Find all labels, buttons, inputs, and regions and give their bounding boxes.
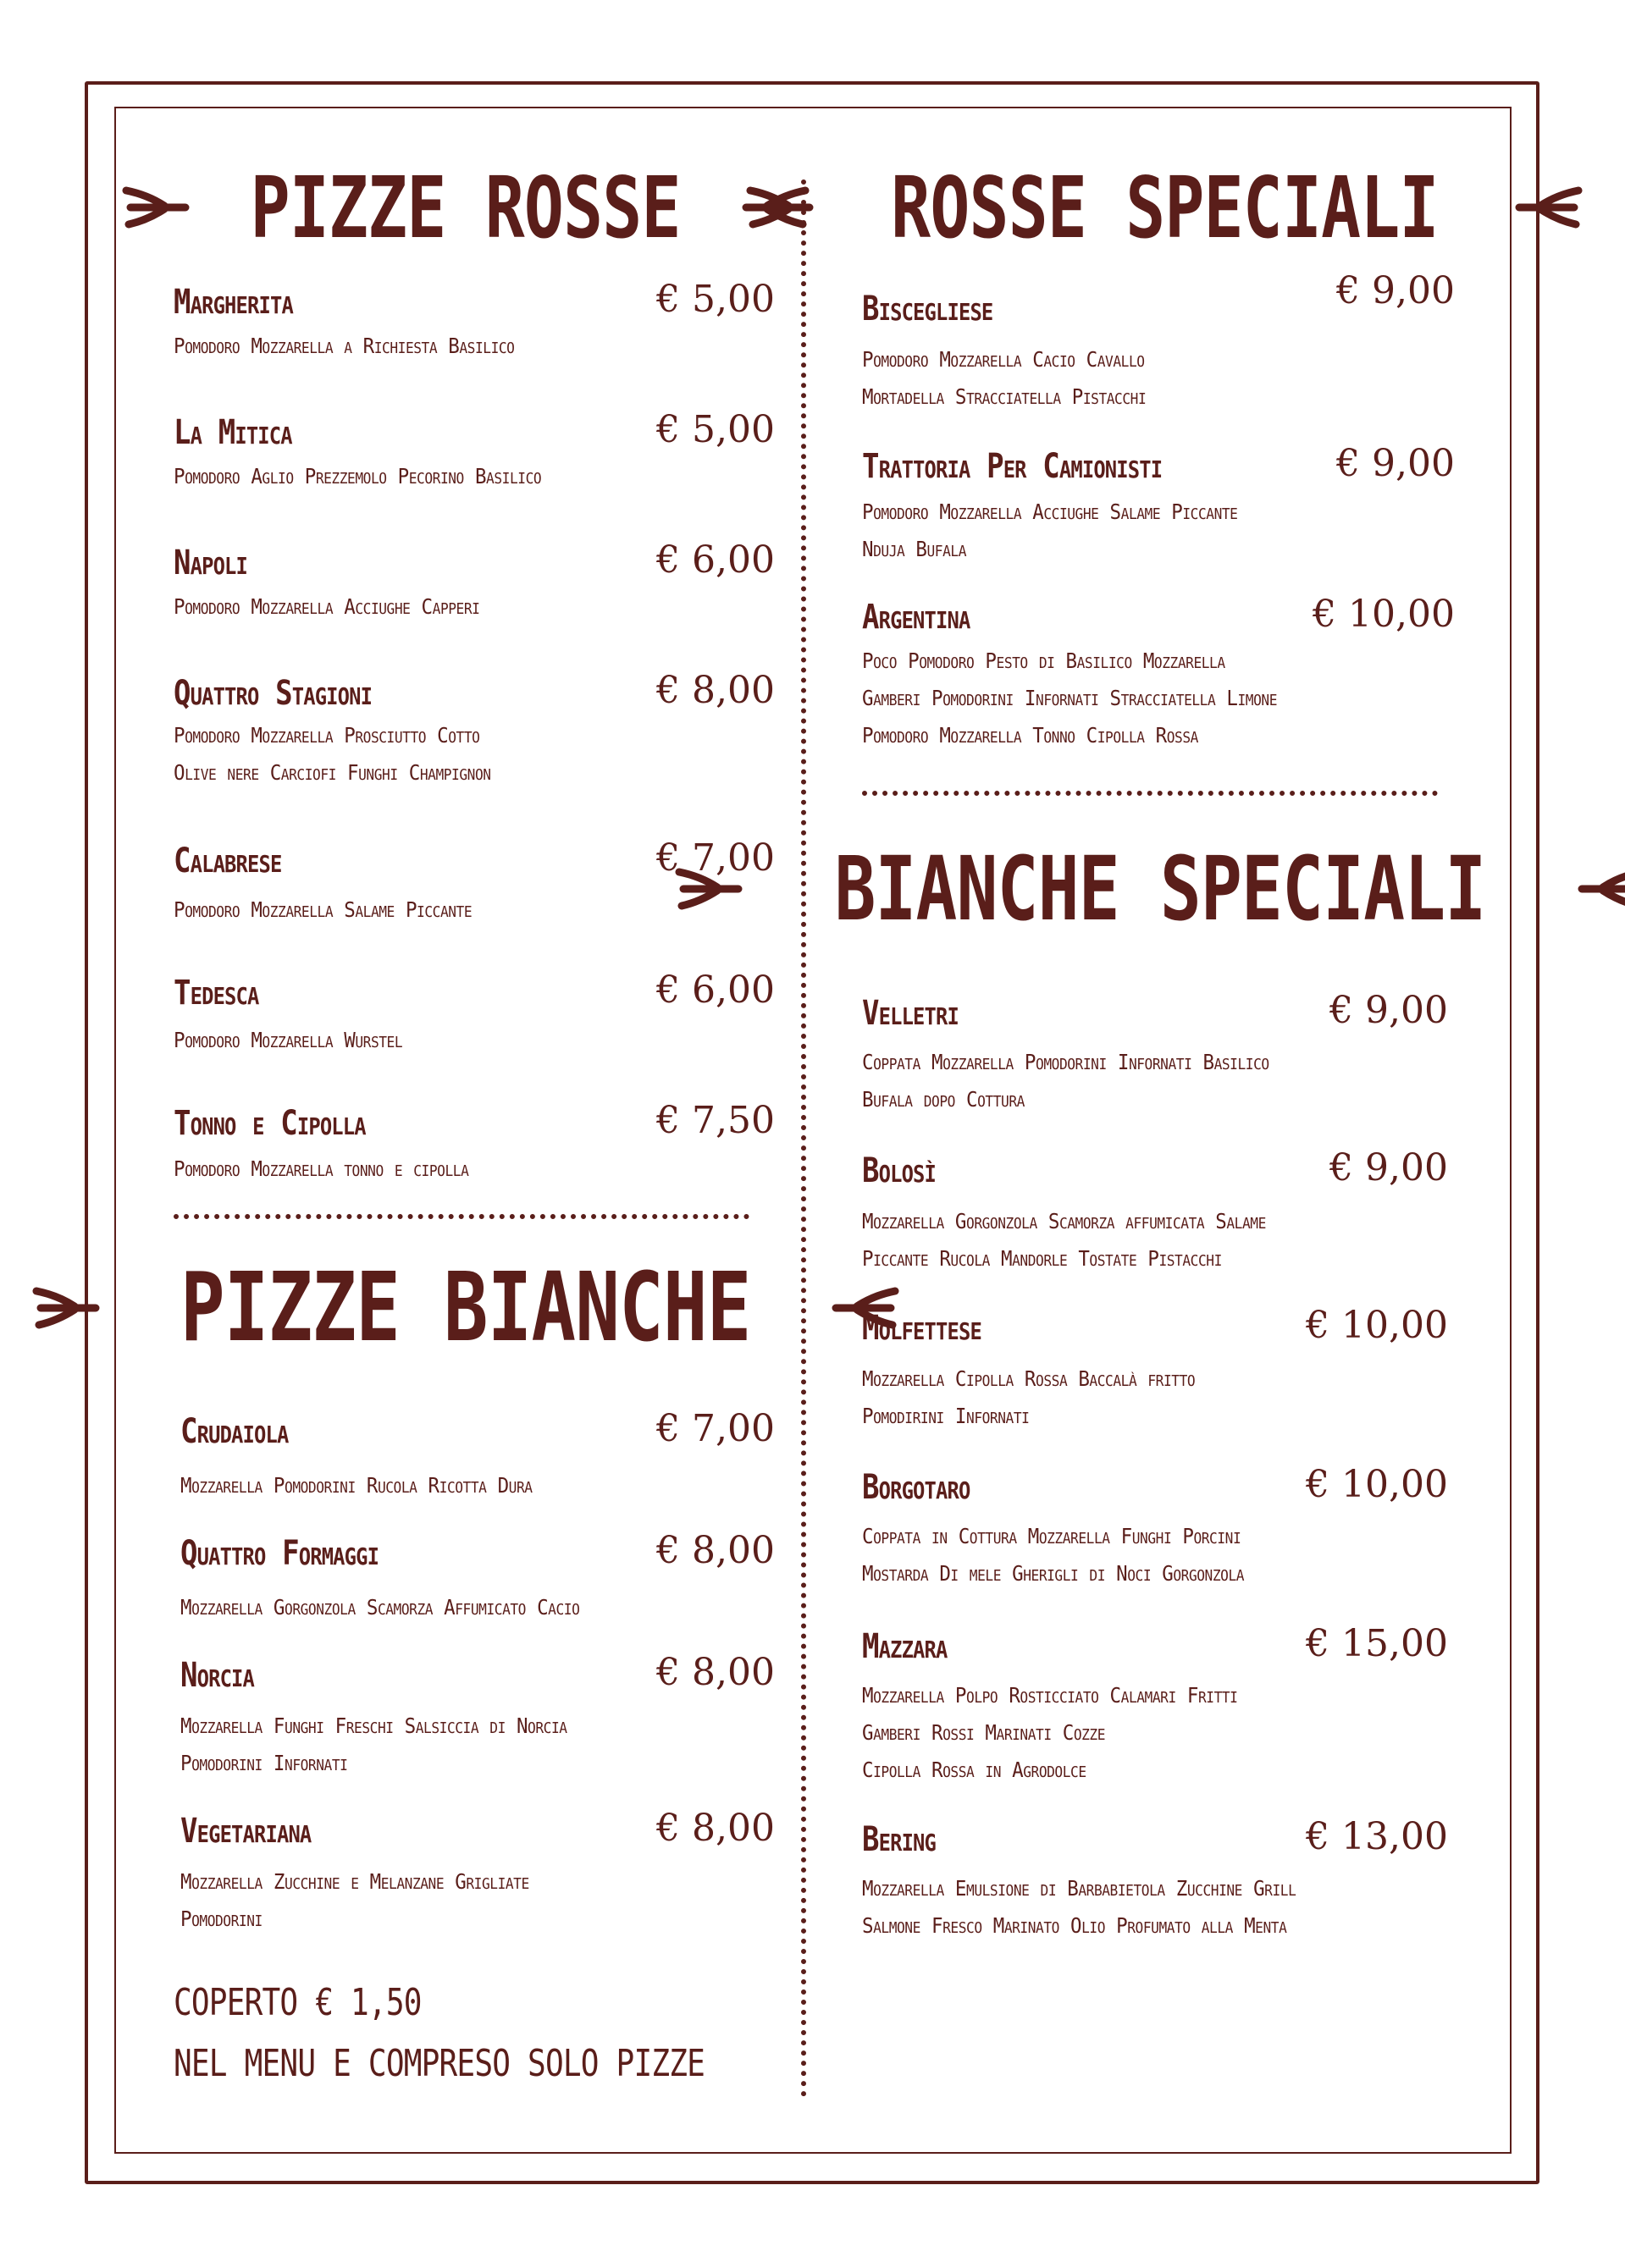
flourish-left-icon (122, 178, 190, 237)
item-description: Poco Pomodoro Pesto di Basilico Mozzarella (862, 648, 1225, 673)
menu-item (174, 408, 775, 498)
item-description: Pomodoro Mozzarella Cacio Cavallo (862, 347, 1145, 372)
item-price: € 9,00 (1336, 442, 1455, 485)
item-description: Mostarda Di mele Gherigli di Noci Gorgonzola (862, 1561, 1245, 1586)
column-divider (801, 179, 806, 2098)
menu-item (862, 269, 1455, 417)
coperto-price: COPERTO € 1,50 (174, 1981, 422, 2024)
item-description: Pomodoro Mozzarella Acciughe Capperi (174, 594, 480, 619)
item-price: € 10,00 (1313, 593, 1455, 636)
item-price: € 9,00 (1329, 989, 1448, 1032)
item-name: Tedesca (174, 974, 259, 1013)
item-name: Molfettese (862, 1309, 981, 1348)
menu-item (180, 1529, 775, 1627)
menu-item (862, 1815, 1455, 1947)
item-name: Tonno e Cipolla (174, 1104, 366, 1143)
menu-item (862, 989, 1455, 1121)
menu-item (862, 1146, 1455, 1278)
item-price: € 10,00 (1306, 1304, 1448, 1347)
item-name: Quattro Stagioni (174, 674, 373, 713)
item-description: Pomodoro Mozzarella Acciughe Salame Piccante (862, 499, 1238, 524)
menu-item (862, 593, 1455, 759)
item-description: Piccante Rucola Mandorle Tostate Pistacchi (862, 1246, 1222, 1271)
item-name: Quattro Formaggi (180, 1534, 379, 1573)
item-price: € 8,00 (656, 1807, 775, 1850)
item-price: € 15,00 (1306, 1622, 1448, 1665)
item-name: La Mitica (174, 413, 292, 452)
item-description: Salmone Fresco Marinato Olio Profumato alla Menta (862, 1913, 1287, 1938)
item-description: Mozzarella Cipolla Rossa Baccalà fritto (862, 1366, 1196, 1391)
item-description: Pomodorini Infornati (180, 1751, 348, 1775)
menu-item (174, 968, 775, 1058)
item-description: Gamberi Pomodorini Infornati Stracciatella Limone (862, 686, 1278, 710)
menu-note: NEL MENU E COMPRESO SOLO PIZZE (174, 2042, 705, 2085)
item-description: Olive nere Carciofi Funghi Champignon (174, 760, 491, 785)
heading-rosse-speciali: ROSSE SPECIALI (872, 161, 1456, 254)
item-description: Pomodoro Aglio Prezzemolo Pecorino Basilico (174, 464, 542, 488)
item-description: Pomodoro Mozzarella Tonno Cipolla Rossa (862, 723, 1198, 748)
heading-pizze-bianche: PIZZE BIANCHE (169, 1253, 762, 1363)
menu-item (862, 1463, 1455, 1595)
item-price: € 7,00 (656, 836, 775, 880)
menu-item (180, 1407, 775, 1505)
item-name: Crudaiola (180, 1412, 289, 1451)
item-description: Cipolla Rossa in Agrodolce (862, 1758, 1086, 1782)
item-description: Coppata Mozzarella Pomodorini Infornati Basilico (862, 1050, 1269, 1074)
item-description: Pomodoro Mozzarella Salame Piccante (174, 897, 473, 922)
item-price: € 5,00 (656, 408, 775, 451)
menu-item (174, 669, 775, 792)
item-name: Velletri (862, 994, 959, 1033)
item-price: € 7,00 (656, 1407, 775, 1450)
item-description: Pomodoro Mozzarella a Richiesta Basilico (174, 334, 515, 358)
item-description: Mortadella Stracciatella Pistacchi (862, 384, 1147, 409)
heading-pizze-rosse: PIZZE ROSSE (169, 161, 762, 254)
item-name: Norcia (180, 1656, 255, 1695)
item-price: € 8,00 (656, 669, 775, 712)
item-name: Margherita (174, 283, 293, 322)
menu-item (174, 1099, 775, 1189)
item-name: Napoli (174, 544, 248, 582)
item-description: Pomodorini (180, 1907, 263, 1931)
flourish-left-icon (746, 178, 814, 237)
flourish-right-icon (1515, 178, 1583, 237)
item-name: Biscegliese (862, 290, 993, 328)
section-divider-left (174, 1214, 749, 1219)
item-price: € 5,00 (656, 278, 775, 321)
item-name: Bolosì (862, 1151, 937, 1190)
menu-item (174, 836, 775, 926)
menu-item (180, 1807, 775, 1939)
item-name: Vegetariana (180, 1812, 312, 1851)
item-price: € 6,00 (656, 538, 775, 582)
item-name: Mazzara (862, 1627, 948, 1666)
item-description: Mozzarella Polpo Rosticciato Calamari Fritti (862, 1683, 1238, 1708)
menu-item (862, 1622, 1455, 1788)
item-description: Mozzarella Zucchine e Melanzane Grigliate (180, 1869, 529, 1894)
item-description: Pomodirini Infornati (862, 1404, 1030, 1428)
item-description: Mozzarella Funghi Freschi Salsiccia di Norcia (180, 1713, 567, 1738)
item-price: € 8,00 (656, 1651, 775, 1694)
item-description: Mozzarella Gorgonzola Scamorza affumicata Salame (862, 1209, 1266, 1233)
item-description: Pomodoro Mozzarella tonno e cipolla (174, 1156, 469, 1181)
section-divider-right (862, 791, 1438, 796)
item-price: € 8,00 (656, 1529, 775, 1572)
item-description: Pomodoro Mozzarella Prosciutto Cotto (174, 723, 480, 748)
item-description: Mozzarella Gorgonzola Scamorza Affumicato Cacio (180, 1595, 580, 1620)
flourish-right-icon (1578, 859, 1625, 919)
item-name: Borgotaro (862, 1468, 970, 1507)
heading-bianche-speciali: BIANCHE SPECIALI (847, 838, 1473, 940)
item-price: € 9,00 (1336, 269, 1455, 312)
item-name: Trattoria Per Camionisti (862, 447, 1163, 486)
flourish-left-icon (32, 1278, 100, 1338)
menu-item (180, 1651, 775, 1783)
item-name: Argentina (862, 598, 970, 637)
menu-item (174, 278, 775, 367)
menu-item (862, 1304, 1455, 1436)
menu-item (174, 538, 775, 628)
item-price: € 13,00 (1306, 1815, 1448, 1858)
item-name: Calabrese (174, 842, 282, 880)
item-name: Bering (862, 1820, 937, 1859)
item-price: € 9,00 (1329, 1146, 1448, 1189)
item-description: Bufala dopo Cottura (862, 1087, 1025, 1112)
item-description: Mozzarella Emulsione di Barbabietola Zucchine Grill (862, 1876, 1296, 1901)
menu-item (862, 442, 1455, 574)
item-price: € 10,00 (1306, 1463, 1448, 1506)
item-price: € 7,50 (656, 1099, 775, 1142)
item-description: Nduja Bufala (862, 537, 967, 561)
item-description: Pomodoro Mozzarella Wurstel (174, 1028, 403, 1052)
item-description: Coppata in Cottura Mozzarella Funghi Porcini (862, 1524, 1241, 1548)
item-description: Gamberi Rossi Marinati Cozze (862, 1720, 1106, 1745)
item-price: € 6,00 (656, 968, 775, 1012)
item-description: Mozzarella Pomodorini Rucola Ricotta Dura (180, 1473, 533, 1498)
